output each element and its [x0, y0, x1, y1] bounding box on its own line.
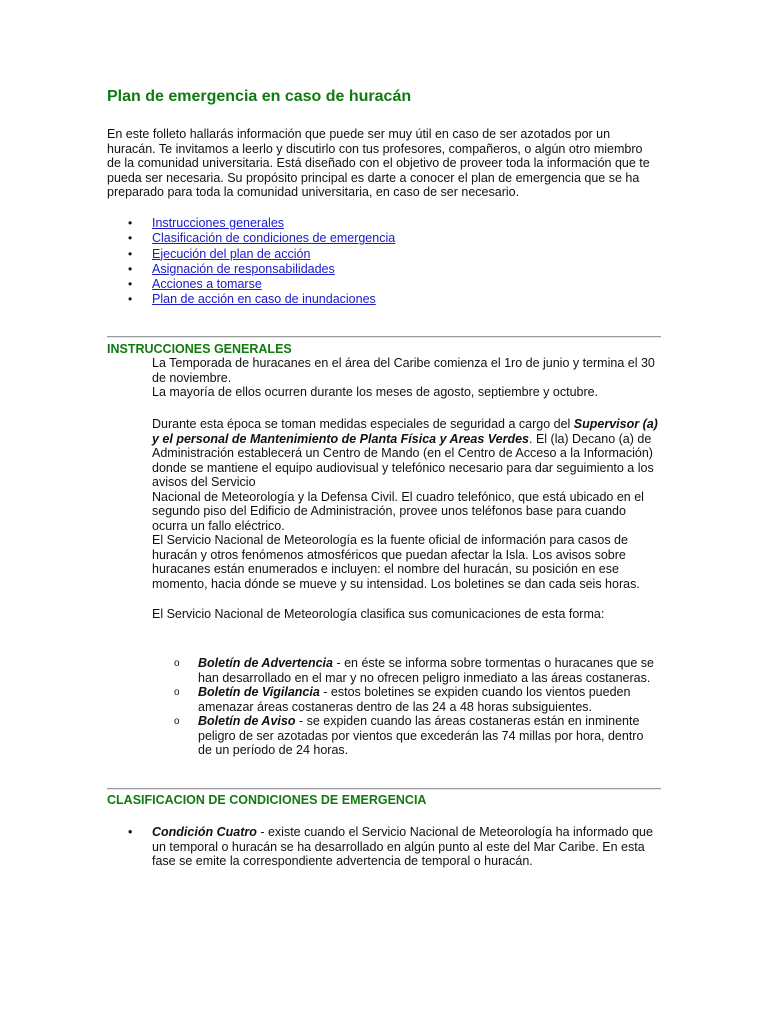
section-divider [107, 336, 661, 338]
intro-line: huracán. Te invitamos a leerlo y discutirlo con tus profesores, compañeros, o algún otro miembro [107, 141, 643, 156]
paragraph-line: huracán y otros fenómenos atmosféricos que puedan afectar la Isla. Los avisos sobre [152, 547, 626, 562]
line-text: . El (la) Decano (a) de [529, 431, 652, 446]
toc-link-clasificacion[interactable]: Clasificación de condiciones de emergencia [152, 231, 396, 246]
section-heading-instrucciones: INSTRUCCIONES GENERALES [107, 342, 292, 356]
term-name: Condición Cuatro [152, 825, 257, 839]
list-item-line: han desarrollado en el mar y no ofrecen peligro inmediato a las áreas costaneras. [198, 670, 651, 685]
term-text: - en éste se informa sobre tormentas o huracanes que se [333, 656, 655, 670]
emphasis-text: y el personal de Mantenimiento de Planta Física y Areas Verdes [152, 431, 529, 446]
paragraph-line: Nacional de Meteorología y la Defensa Civil. El cuadro telefónico, que está ubicado en el [152, 489, 644, 504]
term-text: - estos boletines se expiden cuando los vientos pueden [319, 685, 631, 699]
condiciones-list [125, 825, 685, 869]
circle-bullet-icon: o [174, 658, 180, 669]
list-item [174, 656, 694, 685]
toc-link-asignacion[interactable]: Asignación de responsabilidades [152, 261, 335, 276]
toc-link-ejecucion[interactable]: Ejecución del plan de acción [152, 246, 311, 261]
paragraph-line: El Servicio Nacional de Meteorología es la fuente oficial de información para casos de [152, 533, 628, 547]
toc-link-instrucciones[interactable]: Instrucciones generales [152, 216, 285, 230]
paragraph-line: La Temporada de huracanes en el área del Caribe comienza el 1ro de junio y termina el 30 [152, 356, 655, 370]
paragraph-line: Administración establecerá un Centro de Mando (en el Centro de Acceso a la Información) [152, 446, 653, 460]
circle-bullet-icon: o [174, 716, 180, 727]
term-text: - se expiden cuando las áreas costaneras están en inminente [295, 714, 640, 728]
list-item-line [152, 825, 685, 840]
paragraph-line: segundo piso del Edificio de Administración, provee unos teléfonos base para cuando [152, 504, 626, 518]
paragraph-line: huracanes están enumerados e incluyen: el nombre del huracán, su posición en ese [152, 562, 619, 576]
instrucciones-paragraph-2 [152, 417, 672, 591]
list-item [174, 714, 694, 758]
section-divider [107, 788, 661, 790]
toc-item [125, 292, 395, 307]
toc-item [125, 247, 395, 262]
toc-item [125, 231, 395, 246]
bullet-icon: • [128, 261, 133, 276]
paragraph-line: El Servicio Nacional de Meteorología clasifica sus comunicaciones de esta forma: [152, 607, 605, 621]
term-name: Boletín de Advertencia [198, 656, 333, 670]
list-item [125, 825, 685, 869]
list-item-line: amenazar áreas costaneras dentro de las 24 a 48 horas subsiguientes. [198, 699, 592, 714]
emphasis-text: Supervisor (a) [573, 417, 658, 431]
paragraph-line: donde se mantiene el equipo audiovisual y telefónico necesario para dar seguimiento a los [152, 460, 654, 475]
list-item-line [198, 656, 694, 671]
circle-bullet-icon: o [174, 687, 180, 698]
intro-line: En este folleto hallarás información que puede ser muy útil en caso de ser azotados por un [107, 127, 611, 141]
bullet-icon: • [128, 292, 133, 307]
intro-line: de la comunidad universitaria. Está diseñado con el objetivo de proveer toda la información que te [107, 156, 650, 170]
bullet-icon: • [128, 216, 133, 230]
intro-line: pueda ser necesaria. Su propósito principal es darte a conocer el plan de emergencia que se ha [107, 170, 640, 185]
instrucciones-paragraph-1 [152, 356, 672, 400]
term-name: Boletín de Vigilancia [198, 685, 320, 699]
list-item-line: fase se emite la correspondiente advertencia de temporal o huracán. [152, 854, 533, 868]
document-title: Plan de emergencia en caso de huracán [107, 88, 412, 105]
term-text: - existe cuando el Servicio Nacional de Meteorología ha informado que [256, 825, 653, 839]
list-item-line [198, 714, 694, 729]
bullet-icon: • [128, 825, 133, 839]
paragraph-line [152, 417, 672, 432]
list-item-line: de un período de 24 horas. [198, 743, 349, 757]
list-item-line [198, 685, 694, 700]
bullet-icon: • [128, 277, 133, 292]
table-of-contents [125, 216, 395, 308]
paragraph-line: La mayoría de ellos ocurren durante los meses de agosto, septiembre y octubre. [152, 385, 599, 399]
toc-item [125, 277, 395, 292]
list-item-line: un temporal o huracán se ha desarrollado en algún punto al este del Mar Caribe. En esta [152, 839, 645, 854]
bullet-icon: • [128, 246, 133, 261]
paragraph-line: avisos del Servicio [152, 475, 256, 489]
toc-link-inundaciones[interactable]: Plan de acción en caso de inundaciones [152, 292, 376, 307]
line-text: Durante esta época se toman medidas especiales de seguridad a cargo del [152, 417, 574, 431]
intro-paragraph [107, 127, 667, 200]
intro-line: preparado para toda la comunidad universitaria, en caso de ser necesario. [107, 185, 520, 199]
list-item-line: peligro de ser azotadas por vientos que excederán las 74 millas por hora, dentro [198, 728, 644, 743]
bullet-icon: • [128, 231, 133, 246]
paragraph-line: ocurra un fallo eléctrico. [152, 518, 285, 533]
term-name: Boletín de Aviso [198, 714, 296, 728]
toc-link-acciones[interactable]: Acciones a tomarse [152, 277, 262, 292]
boletines-list [174, 656, 694, 758]
paragraph-line: de noviembre. [152, 370, 232, 385]
toc-item [125, 262, 395, 277]
paragraph-line [152, 432, 672, 447]
instrucciones-paragraph-3 [152, 607, 672, 622]
toc-item [125, 216, 395, 231]
section-heading-clasificacion: CLASIFICACION DE CONDICIONES DE EMERGENCIA [107, 793, 427, 807]
list-item [174, 685, 694, 714]
paragraph-line: momento, hacia dónde se mueve y su intensidad. Los boletines se dan cada seis horas. [152, 576, 640, 591]
